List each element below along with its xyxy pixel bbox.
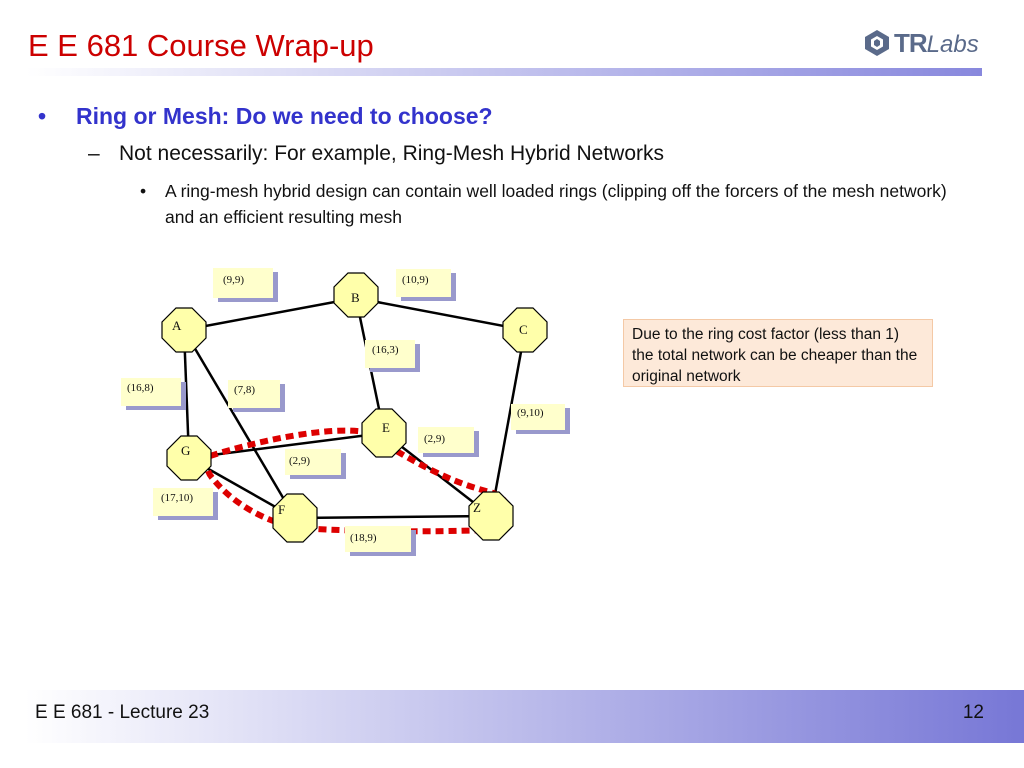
bullet-text: A ring-mesh hybrid design can contain well loaded rings (clipping off the forcers of the mesh network) and an efficient resulting mesh [165, 181, 947, 227]
node-z [469, 492, 513, 540]
bullet-marker: • [38, 103, 47, 129]
node-e [362, 409, 406, 457]
edge-label-cz [511, 404, 570, 434]
bullet-text: Not necessarily: For example, Ring-Mesh Hybrid Networks [119, 142, 665, 165]
svg-text:(18,9): (18,9) [350, 532, 377, 544]
edge-label-fz [345, 526, 416, 556]
edge-label-ab [213, 268, 278, 302]
footer-lecture: E E 681 - Lecture 23 [35, 702, 210, 723]
bullet-text: Ring or Mesh: Do we need to choose? [76, 103, 493, 129]
edge-label-bc [396, 269, 456, 301]
svg-text:(7,8): (7,8) [234, 384, 256, 396]
dash-marker: – [88, 142, 100, 165]
bullet-marker: • [140, 181, 147, 201]
link-b-c [356, 298, 525, 330]
svg-text:(10,9): (10,9) [402, 274, 429, 286]
link-a-b [184, 298, 356, 330]
svg-text:(16,3): (16,3) [372, 344, 399, 356]
svg-text:(2,9): (2,9) [424, 433, 446, 445]
link-f-z [295, 516, 491, 518]
svg-text:E: E [382, 420, 390, 435]
svg-text:(17,10): (17,10) [161, 492, 194, 504]
svg-text:(16,8): (16,8) [127, 382, 154, 394]
svg-text:(9,9): (9,9) [223, 274, 245, 286]
edge-label-af [228, 380, 285, 412]
edge-label-gf [153, 488, 218, 520]
svg-text:B: B [351, 290, 360, 305]
footer-bar [25, 690, 1024, 743]
node-a [162, 308, 206, 352]
node-c [503, 308, 547, 352]
edge-label-ez [418, 427, 479, 457]
footer-page-number: 12 [962, 702, 984, 723]
slide-title: E E 681 Course Wrap-up [28, 28, 374, 63]
edge-label-ag [121, 378, 186, 410]
trlabs-logo-text: TRLabs [894, 28, 979, 58]
callout-note: Due to the ring cost factor (less than 1) the total network can be cheaper than the original network [623, 319, 933, 387]
svg-text:C: C [519, 322, 528, 337]
edge-label-ge [285, 449, 346, 479]
node-f [273, 494, 317, 542]
svg-text:A: A [172, 318, 182, 333]
edge-label-be [365, 340, 420, 372]
svg-text:F: F [278, 502, 286, 517]
svg-text:(9,10): (9,10) [517, 407, 544, 419]
node-b [334, 273, 378, 317]
svg-text:G: G [181, 443, 191, 458]
svg-text:(2,9): (2,9) [289, 455, 311, 467]
svg-text:Z: Z [473, 500, 481, 515]
node-g [167, 436, 211, 480]
